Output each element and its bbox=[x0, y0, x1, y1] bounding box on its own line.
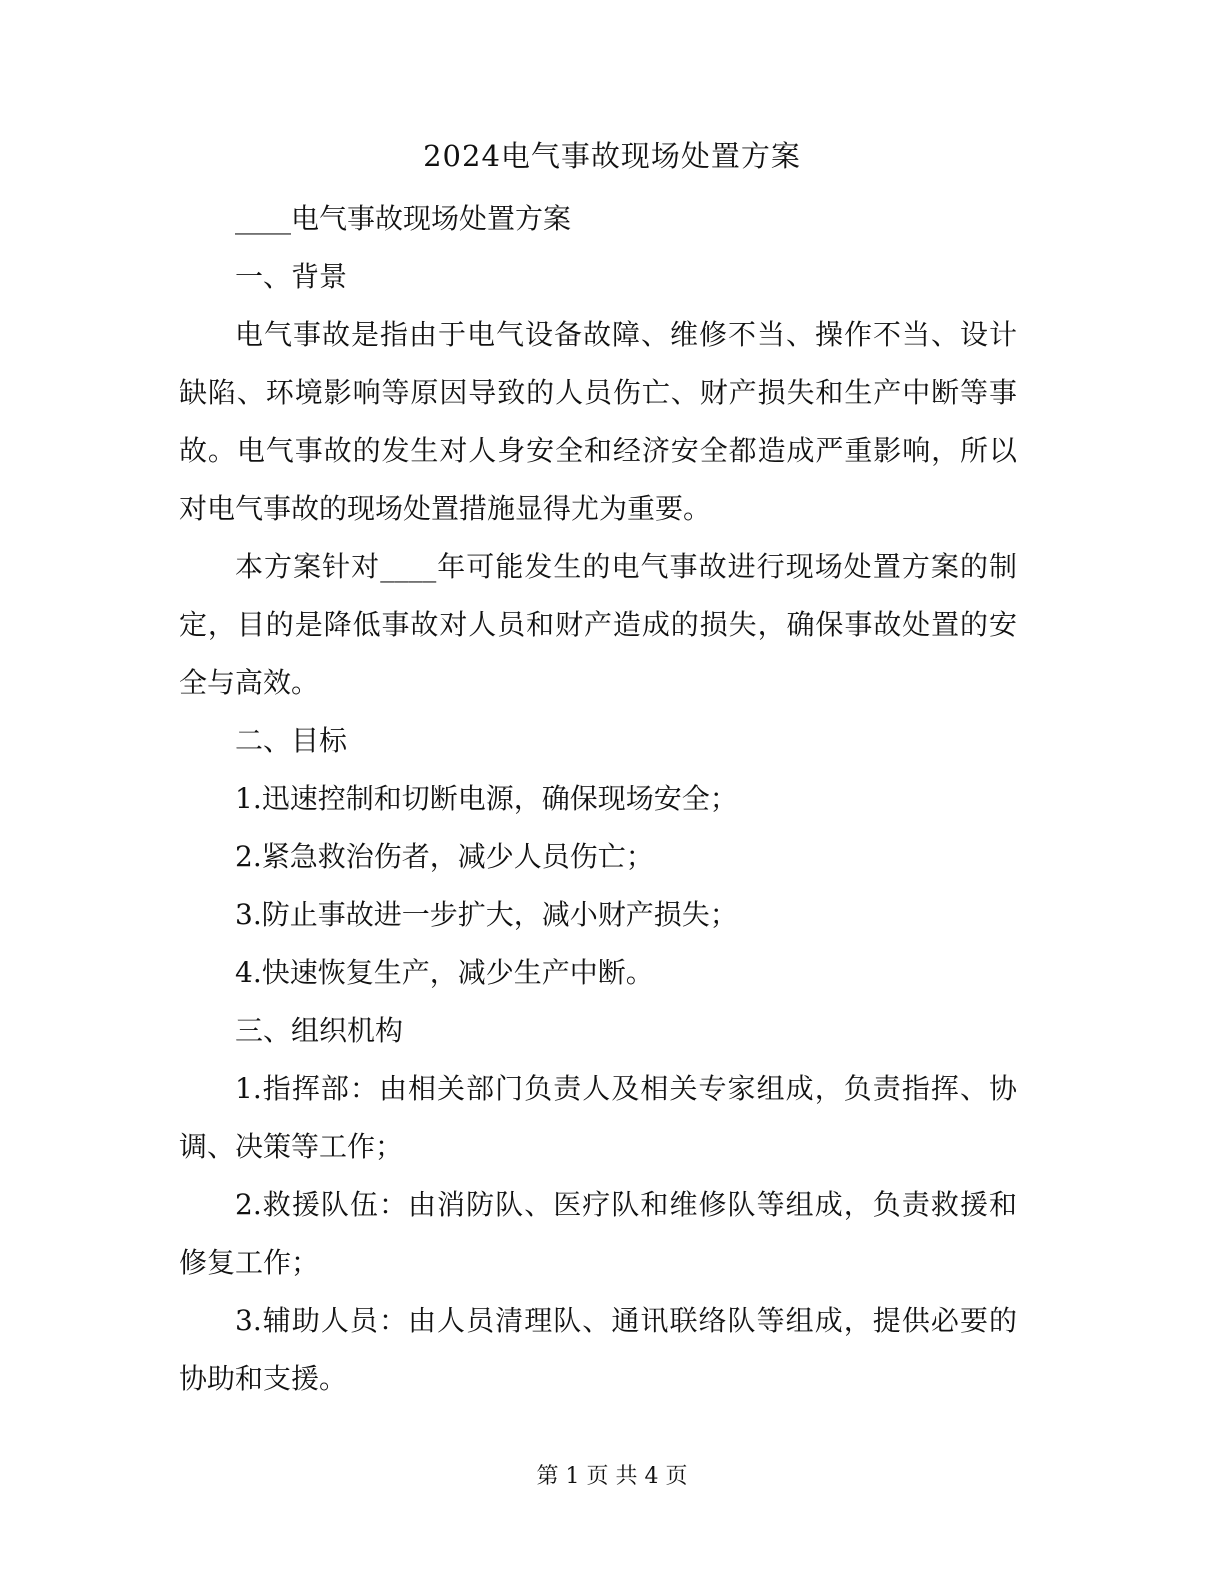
goal-item-3: 3.防止事故进一步扩大，减小财产损失； bbox=[235, 898, 738, 931]
organization-item-3: 3.辅助人员：由人员清理队、通讯联络队等组成，提供必要的协助和支援。 bbox=[179, 1304, 1017, 1395]
background-paragraph-2: 本方案针对____年可能发生的电气事故进行现场处置方案的制定，目的是降低事故对人员和财产造成的损失，确保事故处置的安全与高效。 bbox=[179, 550, 1017, 699]
section-heading-organization: 三、组织机构 bbox=[235, 1014, 404, 1047]
document-title: 2024电气事故现场处置方案 bbox=[423, 139, 801, 173]
section-heading-goals: 二、目标 bbox=[235, 724, 348, 757]
goal-item-1: 1.迅速控制和切断电源，确保现场安全； bbox=[235, 782, 738, 815]
background-paragraph-1: 电气事故是指由于电气设备故障、维修不当、操作不当、设计缺陷、环境影响等原因导致的人员伤亡、财产损失和生产中断等事故。电气事故的发生对人身安全和经济安全都造成严重影响，所以对电气事故的现场处置措施显得尤为重要。 bbox=[179, 318, 1017, 525]
section-heading-background: 一、背景 bbox=[235, 260, 348, 293]
subtitle-paragraph: ____电气事故现场处置方案 bbox=[235, 202, 572, 235]
organization-item-2: 2.救援队伍：由消防队、医疗队和维修队等组成，负责救援和修复工作； bbox=[179, 1188, 1017, 1279]
organization-item-1: 1.指挥部：由相关部门负责人及相关专家组成，负责指挥、协调、决策等工作； bbox=[179, 1072, 1017, 1163]
goal-item-2: 2.紧急救治伤者，减少人员伤亡； bbox=[235, 840, 654, 873]
document-body bbox=[179, 190, 1017, 1408]
goal-item-4: 4.快速恢复生产，减少生产中断。 bbox=[235, 956, 654, 989]
page-footer: 第 1 页 共 4 页 bbox=[536, 1464, 688, 1489]
